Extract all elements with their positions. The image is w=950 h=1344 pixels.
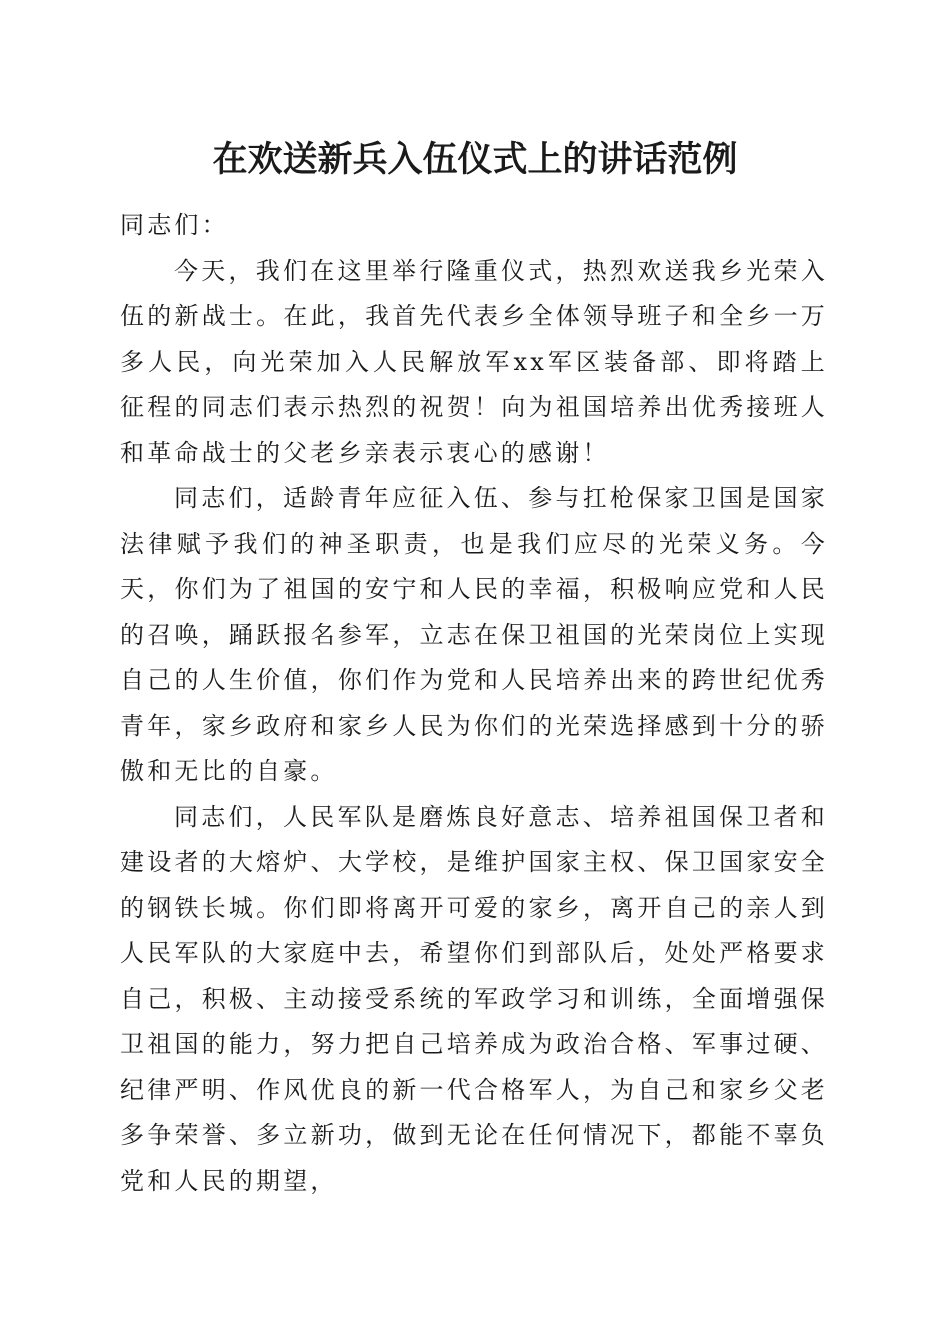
document-body bbox=[120, 203, 828, 1204]
paragraph-2: 同志们，适龄青年应征入伍、参与扛枪保家卫国是国家法律赋予我们的神圣职责，也是我们应尽的光荣义务。今天，你们为了祖国的安宁和人民的幸福，积极响应党和人民的召唤，踊跃报名参军，立志在保卫祖国的光荣岗位上实现自己的人生价值，你们作为党和人民培养出来的跨世纪优秀青年，家乡政府和家乡人民为你们的光荣选择感到十分的骄傲和无比的自豪。 bbox=[120, 484, 828, 785]
document-title: 在欢送新兵入伍仪式上的讲话范例 bbox=[212, 139, 738, 180]
paragraph-1: 今天，我们在这里举行隆重仪式，热烈欢送我乡光荣入伍的新战士。在此，我首先代表乡全体领导班子和全乡一万多人民，向光荣加入人民解放军xx军区装备部、即将踏上征程的同志们表示热烈的祝贺！向为祖国培养出优秀接班人和革命战士的父老乡亲表示衷心的感谢！ bbox=[120, 256, 828, 467]
salutation: 同志们： bbox=[120, 211, 229, 239]
paragraph-3: 同志们，人民军队是磨炼良好意志、培养祖国保卫者和建设者的大熔炉、大学校，是维护国家主权、保卫国家安全的钢铁长城。你们即将离开可爱的家乡，离开自己的亲人到人民军队的大家庭中去，希望你们到部队后，处处严格要求自己，积极、主动接受系统的军政学习和训练，全面增强保卫祖国的能力，努力把自己培养成为政治合格、军事过硬、纪律严明、作风优良的新一代合格军人，为自己和家乡父老多争荣誉、多立新功，做到无论在任何情况下，都能不辜负党和人民的期望， bbox=[120, 802, 828, 1195]
